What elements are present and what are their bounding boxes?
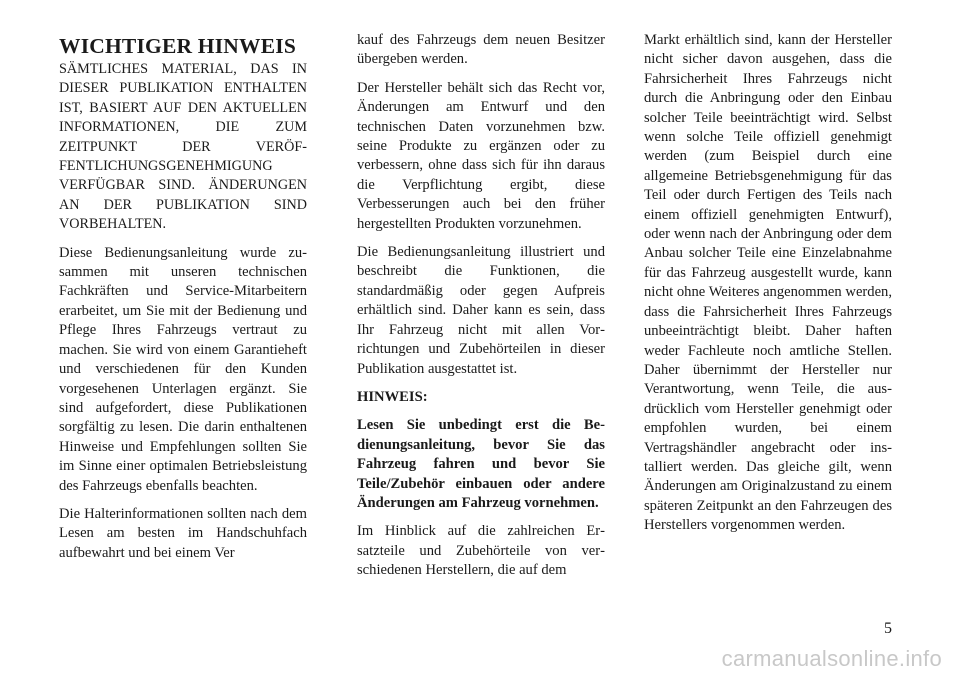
paragraph-parts: Im Hinblick auf die zahlreichen Ersatzteile und Zubehörteile von verschiedenen Herstellern, die auf dem: [357, 523, 605, 579]
note-label: HINWEIS:: [357, 388, 428, 405]
disclaimer-caps: SÄMTLICHES MATERIAL, DAS IN DIESER PUBLIKATION ENTHALTEN IST, BASIERT AUF DEN AKTUELLEN INFORMATIONEN, DIE ZUM ZEITPUNKT DER VERÖFFENTLICHUNGSGENEHMIGUNG VERFÜGBAR SIND. ÄNDERUNGEN AN DER PUBLIKATION SIND VORBEHALTEN.: [59, 61, 307, 233]
column-left: [59, 34, 307, 572]
paragraph-intro: Diese Bedienungsanleitung wurde zusammen mit unseren technischen Fachkräften und Service-Mitarbeitern erarbeitet, um Sie mit der Bedienung und Pflege Ihres Fahrzeugs vertraut zu machen. Sie wird von einem Garantieheft und verschiedenen für den Kunden vorgesehenen Unterlagen ergänzt. Sie sind aufgefordert, diese Publikationen sorgfältig zu lesen. Die darin enthaltenen Hinweise und Empfehlungen sollten Sie im Sinne einer optimalen Betriebsleistung des Fahrzeugs ebenfalls beachten.: [59, 244, 307, 494]
paragraph-continuation: kauf des Fahrzeugs dem neuen Besitzer übergeben werden.: [357, 32, 605, 68]
column-middle: [357, 31, 605, 590]
page-number: 5: [884, 620, 892, 637]
column-right: [644, 31, 892, 545]
note-text: Lesen Sie unbedingt erst die Bedienungsanleitung, bevor Sie das Fahrzeug fahren und bevor Sie Teile/Zubehör einbauen oder andere Änderungen am Fahrzeug vornehmen.: [357, 417, 605, 511]
watermark: carmanualsonline.info: [721, 646, 942, 671]
paragraph-owner-info: Die Halterinformationen sollten nach dem Lesen am besten im Handschuhfach aufbewahrt und bei einem Ver: [59, 505, 307, 561]
paragraph-manufacturer-rights: Der Hersteller behält sich das Recht vor, Änderungen am Entwurf und den technischen Daten vorzunehmen bzw. seine Produkte zu ergänzen oder zu verbessern, ohne dass sich für ihn daraus die Verpflichtung ergibt, diese Verbesserungen auch bei den früher hergestellten Produkten vorzunehmen.: [357, 79, 605, 232]
paragraph-equipment: Die Bedienungsanleitung illustriert und beschreibt die Funktionen, die standardmäßig oder gegen Aufpreis erhältlich sind. Daher kann es sein, dass Ihr Fahrzeug nicht mit allen Vorrichtungen und Zubehörteilen in dieser Publikation ausgestattet ist.: [357, 244, 605, 377]
paragraph-liability: Markt erhältlich sind, kann der Hersteller nicht sicher davon ausgehen, dass die Fahrsicherheit Ihres Fahrzeugs nicht durch die Anbringung oder den Einbau solcher Teile beeinträchtigt wird. Selbst wenn solche Teile offiziell genehmigt werden (zum Beispiel durch eine allgemeine Betriebsgenehmigung für das Teil oder durch Fertigen des Teils nach einem offiziell genehmigten Entwurf), oder wenn nach der Anbringung oder dem Anbau solcher Teile eine Einzelabnahme für das Fahrzeug ausgestellt wurde, kann nicht ohne Weiteres angenommen werden, dass die Fahrsicherheit Ihres Fahrzeugs unbeeinträchtigt bleibt. Daher haften weder Fachleute noch amtliche Stellen. Daher übernimmt der Hersteller nur Verantwortung, wenn Teile, die ausdrücklich vom Hersteller genehmigt oder empfohlen wurden, bei einem Vertragshändler angebracht oder installiert werden. Das gleiche gilt, wenn Änderungen am Originalzustand zu einem späteren Zeitpunkt an den Fahrzeugen des Herstellers vorgenommen werden.: [644, 32, 892, 534]
page-title: WICHTIGER HINWEIS: [59, 34, 296, 58]
